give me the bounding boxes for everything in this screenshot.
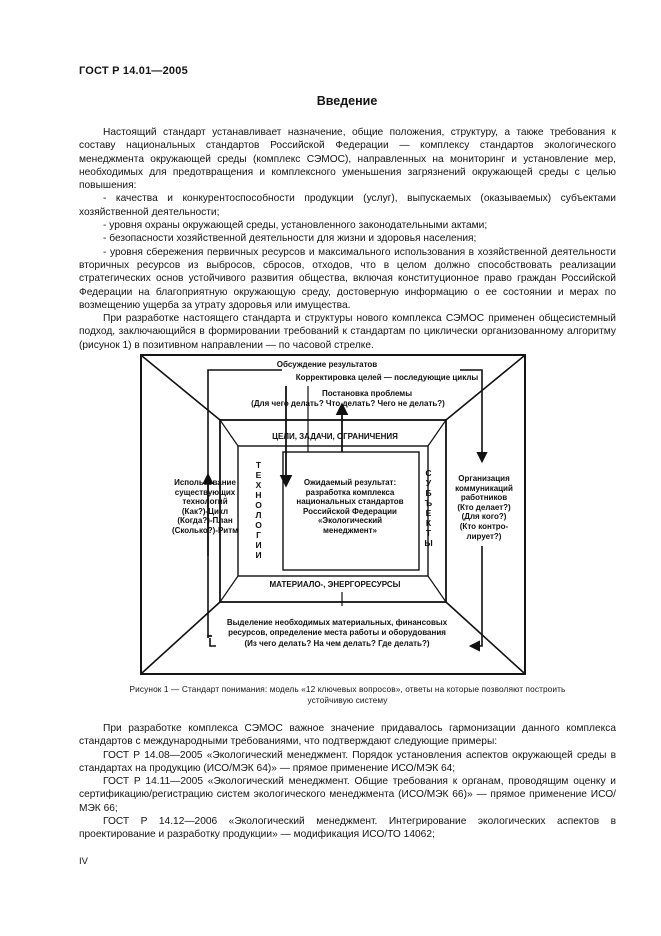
page-number: IV	[79, 856, 88, 867]
document-header: ГОСТ Р 14.01—2005	[79, 65, 188, 77]
center-line: менеджмент»	[323, 525, 377, 535]
left-line: существующих	[174, 487, 236, 497]
paragraph: - безопасности хозяйственной деятельности для жизни и здоровья населения;	[103, 233, 477, 245]
center-result-text	[283, 478, 417, 536]
center-line: Ожидаемый результат:	[303, 478, 397, 487]
paragraph: ГОСТ Р 14.08—2005 «Экологический менеджмент. Порядок установления аспектов окружающей среды в стандартах на продукцию (ИСО/МЭК 64)» — прямое применение ИСО/МЭК 64;	[79, 749, 616, 774]
center-line: Российской Федерации	[303, 506, 397, 516]
paragraph: - уровня сбережения первичных ресурсов и максимального использования в хозяйственной деятельности вторичных ресурсов из выбросов, сбросов, отходов, что в целом должно способствовать реализации стратегических основ устойчивого развития общества, включая конституционное право граждан Российской Федерации на благоприятную окружающую среду, достоверную информацию о ее состоянии и мерах по возмещению ущерба за утрату здоровья или имущества.	[79, 246, 616, 311]
inner-top-label: ЦЕЛИ, ЗАДАЧИ, ОГРАНИЧЕНИЯ	[272, 432, 398, 441]
figure-top-label-3: Постановка проблемы	[321, 389, 413, 398]
center-line: разработка комплекса	[305, 487, 395, 497]
paragraph: ГОСТ Р 14.12—2006 «Экологический менеджмент. Интегрирование экологических аспектов в проектирование и разработку продукции» — модификация ИСО/ТО 14062;	[79, 816, 616, 841]
section-title: Введение	[316, 94, 378, 108]
figure-top-label-1: Обсуждение результатов	[276, 360, 378, 369]
harmonization-text	[79, 722, 616, 842]
right-line: (Кто делает?)	[457, 502, 511, 512]
paragraph: - уровня охраны окружающей среды, установленного законодательными актами;	[103, 220, 488, 232]
left-line: Использование	[174, 478, 236, 487]
figure-top-label-4: (Для чего делать? Что делать? Чего не делать?)	[251, 399, 445, 408]
bottom-line: Выделение необходимых материальных, финансовых	[226, 618, 448, 627]
figure-caption	[79, 684, 616, 706]
left-technologies-text	[162, 478, 248, 536]
caption-line-2: устойчивую систему	[307, 695, 388, 705]
bottom-resources-text	[202, 618, 472, 649]
figure-top-label-2: Корректировка целей — последующие циклы	[295, 373, 479, 382]
right-line: коммуникаций	[455, 483, 513, 493]
paragraph: При разработке комплекса СЭМОС важное значение придавалось гармонизации данного комплекса стандартов с международными требованиями, что подтверждают следующие примеры:	[79, 723, 616, 748]
caption-line-1: Рисунок 1 — Стандарт понимания: модель «12 ключевых вопросов», ответы на которые позволяют построить	[129, 684, 566, 694]
figure-diagram	[140, 354, 526, 675]
paragraph: - качества и конкурентоспособности продукции (услуг), выпускаемых (оказываемых) субъектами хозяйственной деятельности;	[79, 193, 616, 218]
right-subjects-text	[446, 474, 522, 541]
paragraph: Настоящий стандарт устанавливает назначение, общие положения, структуру, а также требования к составу национальных стандартов Российской Федерации — комплексу стандартов экологического менеджмента окружающей среды (комплекс СЭМОС), направленных на мониторинг и установление мер, необходимых для предотвращения и комплексного уменьшения загрязнений окружающей среды с целью повышения:	[79, 127, 616, 192]
left-line: (Когда?)-План	[177, 516, 233, 526]
inner-left-label: ТЕХНОЛОГИИ	[255, 460, 262, 560]
left-line: технологий	[182, 497, 228, 507]
center-line: национальных стандартов	[296, 497, 404, 507]
paragraph: ГОСТ Р 14.11—2005 «Экологический менеджмент. Общие требования к органам, проводящим оценку и сертификацию/регистрацию систем экологического менеджмента (ИСО/МЭК 66)» — прямое применение ИСО/МЭК 66;	[79, 776, 616, 814]
inner-right-label: СУБЪЕКТЫ	[424, 468, 433, 548]
bottom-line: (Из чего делать? На чем делать? Где делать?)	[244, 638, 430, 648]
left-line: (Как?)-Цикл	[181, 506, 229, 516]
right-line: (Кто контро-	[459, 521, 509, 531]
right-line: (Для кого?)	[461, 512, 507, 522]
right-line: работников	[460, 493, 508, 503]
center-line: «Экологический	[317, 516, 383, 526]
inner-bottom-label: МАТЕРИАЛО-, ЭНЕРГОРЕСУРСЫ	[269, 580, 401, 589]
paragraph: При разработке настоящего стандарта и структуры нового комплекса СЭМОС применен общесистемный подход, заключающийся в формировании требований к стандартам по циклически организованному алгоритму (рисунок 1) в позитивном направлении — по часовой стрелке.	[79, 313, 616, 351]
left-line: (Сколько?)-Ритм	[171, 525, 239, 535]
bottom-line: ресурсов, определение места работы и оборудования	[228, 628, 446, 638]
right-line: Организация	[458, 474, 510, 483]
right-line: лирует?)	[466, 531, 502, 541]
introduction-text	[79, 126, 616, 352]
